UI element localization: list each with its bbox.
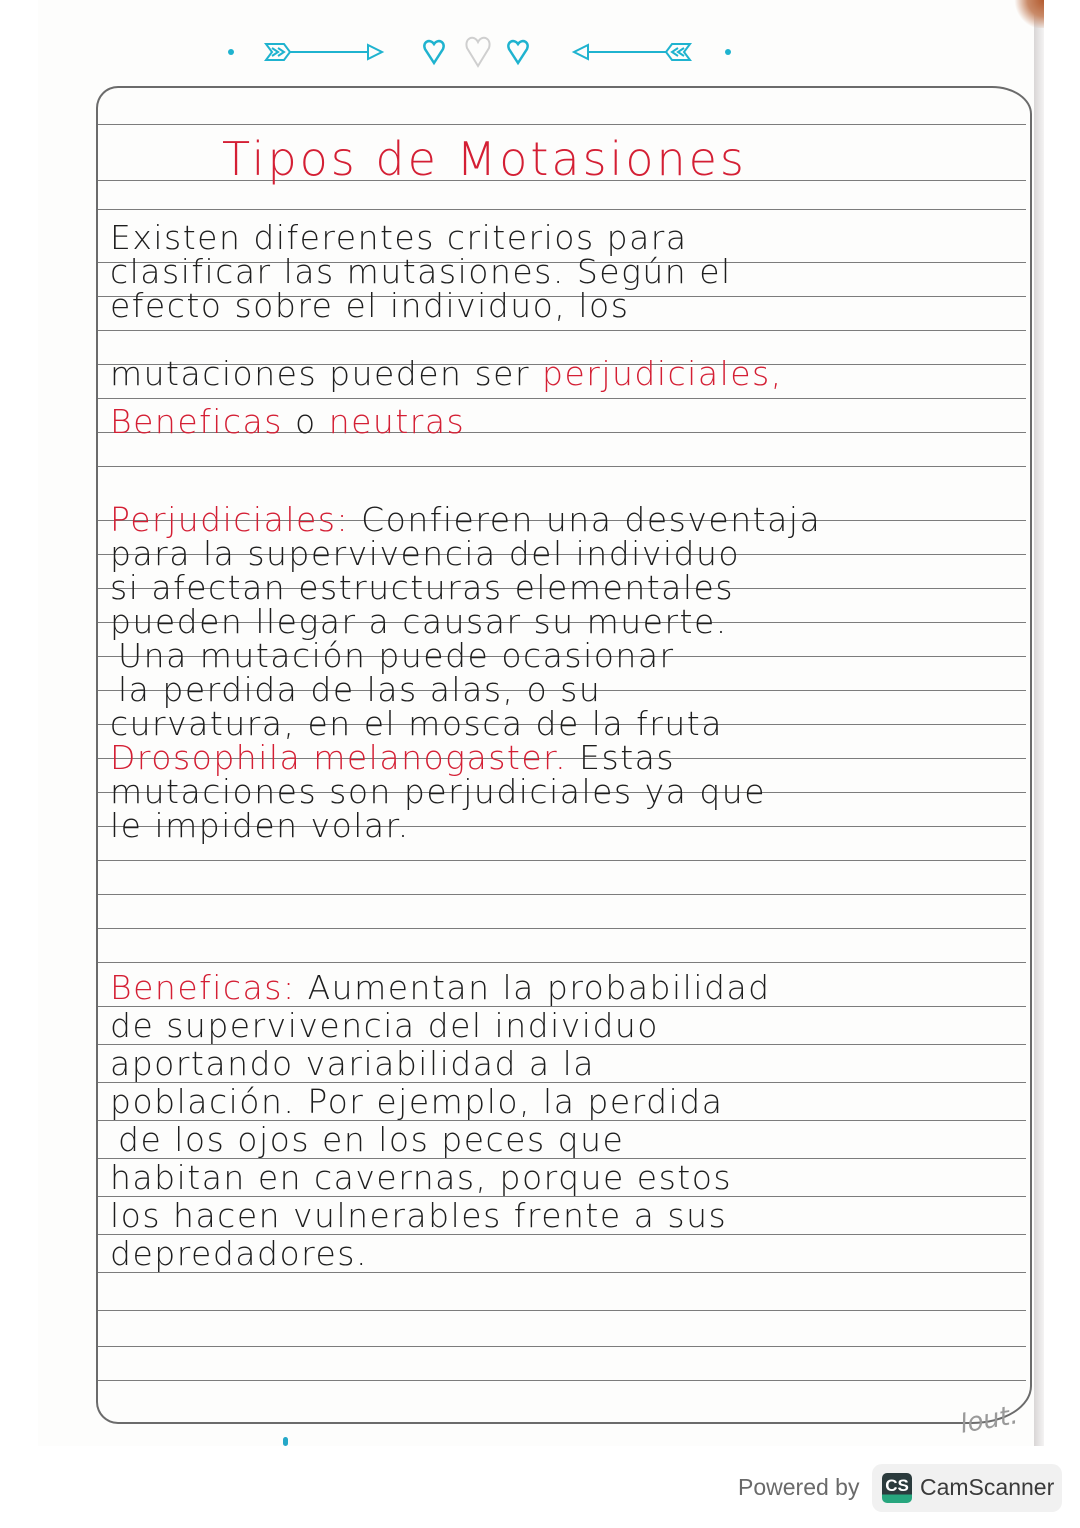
corner-shadow [1014, 0, 1044, 28]
camscanner-logo-icon: CS [882, 1473, 912, 1503]
text-line [110, 968, 1020, 1007]
ruled-line [98, 124, 1026, 125]
heart-icon [508, 41, 527, 63]
camscanner-brand: CamScanner [920, 1474, 1055, 1500]
text-segment: Estas [579, 738, 676, 777]
text-line [110, 738, 1020, 777]
text-line: habitan en cavernas, porque estos [110, 1158, 733, 1197]
ruled-line [98, 209, 1026, 210]
arrow-right-icon [266, 44, 382, 60]
text-segment: o [294, 402, 317, 441]
text-line [110, 402, 1020, 441]
arrow-left-icon [574, 44, 690, 60]
text-line: clasificar las mutasiones. Según el [110, 252, 732, 291]
dot-icon [228, 49, 234, 55]
text-line: efecto sobre el individuo, los [110, 286, 630, 325]
ruled-line [98, 1346, 1026, 1347]
text-line: de supervivencia del individuo [110, 1006, 659, 1045]
ruled-line [98, 330, 1026, 331]
camscanner-badge[interactable] [872, 1464, 1062, 1512]
ruled-line [98, 466, 1026, 467]
text-line [110, 354, 1020, 393]
section-heading: Perjudiciales: [110, 500, 350, 539]
powered-by-label: Powered by [738, 1474, 860, 1500]
ruled-line [98, 894, 1026, 895]
section-heading: Beneficas: [110, 968, 296, 1007]
text-line: pueden llegar a causar su muerte. [110, 602, 728, 641]
page-edge [1034, 0, 1044, 1446]
ruled-line [98, 860, 1026, 861]
dot-icon [725, 49, 731, 55]
text-segment: Confieren una desventaja [361, 500, 822, 539]
keyword-perjudiciales: perjudiciales, [542, 354, 783, 393]
text-line: población. Por ejemplo, la perdida [110, 1082, 724, 1121]
text-line: para la supervivencia del individuo [110, 534, 741, 573]
text-line: Existen diferentes criterios para [110, 218, 688, 257]
ruled-line [98, 928, 1026, 929]
text-line: los hacen vulnerables frente a sus [110, 1196, 728, 1235]
text-segment: Aumentan la probabilidad [307, 968, 771, 1007]
corner-scribble: lout. [957, 1400, 1021, 1440]
page-title: Tipos de Motasiones [222, 132, 747, 186]
text-line: depredadores. [110, 1234, 368, 1273]
ruled-line [98, 1310, 1026, 1311]
text-line: la perdida de las alas, o su [118, 670, 602, 709]
ink-mark [283, 1437, 288, 1446]
text-line: curvatura, en el mosca de la fruta [110, 704, 723, 743]
text-line: si afectan estructuras elementales [110, 568, 735, 607]
keyword-beneficas: Beneficas [110, 402, 283, 441]
keyword-neutras: neutras [328, 402, 466, 441]
text-segment: mutaciones pueden ser [110, 354, 531, 393]
text-line: aportando variabilidad a la [110, 1044, 596, 1083]
ruled-line [98, 1380, 1026, 1381]
text-line: Una mutación puede ocasionar [118, 636, 675, 675]
text-line: le impiden volar. [110, 806, 410, 845]
ruled-line [98, 398, 1026, 399]
heart-icon [424, 41, 443, 63]
text-line [110, 500, 1020, 539]
ruled-line [98, 962, 1026, 963]
heart-outline-icon [466, 38, 489, 66]
species-name: Drosophila melanogaster. [110, 738, 568, 777]
header-decoration [0, 30, 1080, 74]
text-line: mutaciones son perjudiciales ya que [110, 772, 767, 811]
text-line: de los ojos en los peces que [118, 1120, 625, 1159]
